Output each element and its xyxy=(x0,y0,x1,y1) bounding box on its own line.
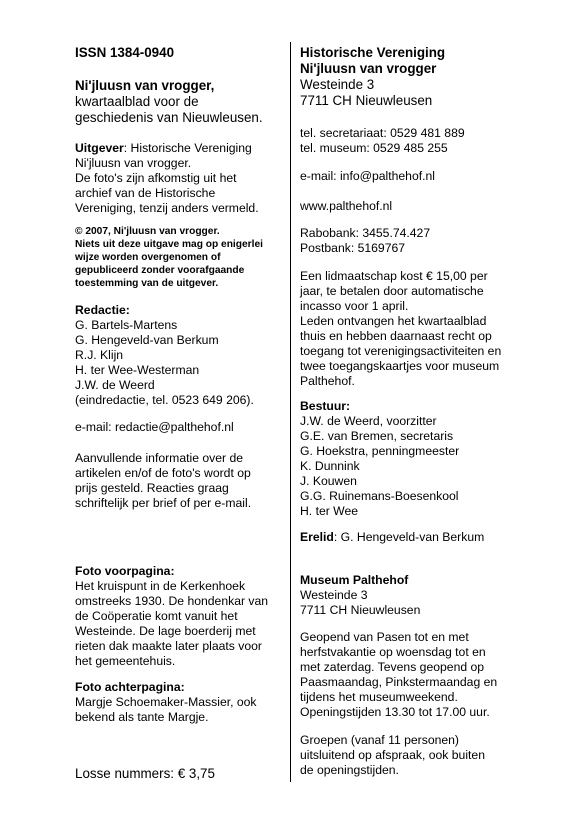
board-heading: Bestuur: xyxy=(300,399,351,413)
board-member: J.W. de Weerd, voorzitter xyxy=(300,414,437,428)
membership-line: Een lidmaatschap kost € 15,00 per xyxy=(300,269,488,283)
editor-name: H. ter Wee-Westerman xyxy=(75,363,200,377)
board-member: H. ter Wee xyxy=(300,504,359,518)
publisher-line: Ni'jluusn van vrogger. xyxy=(75,156,192,170)
copyright-line: gepubliceerd zonder voorafgaande xyxy=(75,265,245,276)
organisation-name-line: Historische Vereniging xyxy=(300,45,446,60)
group-visits xyxy=(300,733,485,778)
membership-line: jaar, te betalen door automatische xyxy=(300,284,484,298)
phone-line: tel. secretariaat: 0529 481 889 xyxy=(300,126,465,140)
opening-line: tijdens het museumweekend. xyxy=(300,690,458,704)
museum-block xyxy=(300,573,420,618)
publisher-line: Vereniging, tenzij anders vermeld. xyxy=(75,201,259,215)
front-photo-line: rieten dak maakte later plaats voor xyxy=(75,639,262,653)
membership-line: twee toegangskaartjes voor museum xyxy=(300,359,500,373)
front-photo-line: omstreeks 1930. De hondenkar van xyxy=(75,594,269,608)
organisation-block xyxy=(300,45,445,109)
copyright-line: toestemming van de uitgever. xyxy=(75,278,219,289)
editor-name: J.W. de Weerd xyxy=(75,378,155,392)
copyright-line: wijze worden overgenomen of xyxy=(75,252,221,263)
opening-line: Openingstijden 13.30 tot 17.00 uur. xyxy=(300,705,490,719)
column-divider xyxy=(290,42,291,782)
extra-info-line: artikelen en/of de foto's wordt op xyxy=(75,466,251,480)
editor-name: R.J. Klijn xyxy=(75,348,124,362)
membership-line: incasso voor 1 april. xyxy=(300,299,409,313)
extra-info-line: schriftelijk per brief of per e-mail. xyxy=(75,496,252,510)
publisher-line: : Historische Vereniging xyxy=(123,141,252,155)
front-photo-block xyxy=(75,564,268,669)
organisation-website: www.palthehof.nl xyxy=(300,199,393,213)
back-photo-line: Margje Schoemaker-Massier, ook xyxy=(75,695,257,709)
honorary-label: Erelid xyxy=(300,530,334,544)
back-photo-heading: Foto achterpagina: xyxy=(75,680,185,694)
copyright-line: © 2007, Ni'jluusn van vrogger. xyxy=(75,226,220,237)
publisher-label: Uitgever xyxy=(75,141,124,155)
copyright-notice xyxy=(75,225,263,290)
membership-line: toegang tot verenigingsactiviteiten en xyxy=(300,344,502,358)
back-photo-block xyxy=(75,680,257,725)
bank-block xyxy=(300,226,430,256)
board-member: G.G. Ruinemans-Boesenkool xyxy=(300,489,459,503)
front-photo-heading: Foto voorpagina: xyxy=(75,564,175,578)
organisation-email: e-mail: info@palthehof.nl xyxy=(300,169,435,183)
editor-name: G. Bartels-Martens xyxy=(75,318,178,332)
phone-line: tel. museum: 0529 485 255 xyxy=(300,141,448,155)
magazine-subtitle-line: kwartaalblad voor de xyxy=(75,94,199,109)
copyright-line: Niets uit deze uitgave mag op enigerlei xyxy=(75,239,263,250)
honorary-value: : G. Hengeveld-van Berkum xyxy=(333,530,485,544)
board-member: G. Hoekstra, penningmeester xyxy=(300,444,460,458)
publisher-block xyxy=(75,141,259,216)
opening-hours xyxy=(300,630,497,720)
board-member: G.E. van Bremen, secretaris xyxy=(300,429,454,443)
issue-price: Losse nummers: € 3,75 xyxy=(75,766,215,781)
groups-line: Groepen (vanaf 11 personen) xyxy=(300,733,459,747)
bank-line: Rabobank: 3455.74.427 xyxy=(300,226,431,240)
museum-address-line: Westeinde 3 xyxy=(300,588,368,602)
organisation-address-line: 7711 CH Nieuwleusen xyxy=(300,93,433,108)
museum-heading: Museum Palthehof xyxy=(300,573,409,587)
editors-heading: Redactie: xyxy=(75,303,130,317)
opening-line: herfstvakantie op woensdag tot en xyxy=(300,645,486,659)
organisation-name-line: Ni'jluusn van vrogger xyxy=(300,61,437,76)
front-photo-line: Westeinde. De lage boerderij met xyxy=(75,624,256,638)
museum-address-line: 7711 CH Nieuwleusen xyxy=(300,603,421,617)
editor-name: (eindredactie, tel. 0523 649 206). xyxy=(75,393,254,407)
front-photo-line: de Coöperatie komt vanuit het xyxy=(75,609,238,623)
groups-line: uitsluitend op afspraak, ook buiten xyxy=(300,748,485,762)
phone-block xyxy=(300,126,465,156)
membership-line: Leden ontvangen het kwartaalblad xyxy=(300,314,487,328)
issn: ISSN 1384-0940 xyxy=(75,45,175,60)
front-photo-line: Het kruispunt in de Kerkenhoek xyxy=(75,579,246,593)
editors-block xyxy=(75,303,254,408)
opening-line: Paasmaandag, Pinkstermaandag en xyxy=(300,675,498,689)
magazine-title xyxy=(75,78,263,126)
membership-line: thuis en hebben daarnaast recht op xyxy=(300,329,492,343)
opening-line: met zaterdag. Tevens geopend op xyxy=(300,660,485,674)
magazine-subtitle-line: geschiedenis van Nieuwleusen. xyxy=(75,110,263,125)
extra-info-line: Aanvullende informatie over de xyxy=(75,451,244,465)
back-photo-line: bekend als tante Margje. xyxy=(75,710,209,724)
membership-block xyxy=(300,269,501,389)
magazine-name: Ni'jluusn van vrogger, xyxy=(75,78,215,93)
front-photo-line: het gemeentehuis. xyxy=(75,654,176,668)
opening-line: Geopend van Pasen tot en met xyxy=(300,630,469,644)
organisation-address-line: Westeinde 3 xyxy=(300,77,375,92)
board-member: J. Kouwen xyxy=(300,474,357,488)
board-member: K. Dunnink xyxy=(300,459,360,473)
board-block xyxy=(300,399,459,519)
groups-line: de openingstijden. xyxy=(300,763,399,777)
editor-name: G. Hengeveld-van Berkum xyxy=(75,333,219,347)
membership-line: Palthehof. xyxy=(300,374,355,388)
honorary-member xyxy=(300,530,484,545)
editors-email: e-mail: redactie@palthehof.nl xyxy=(75,420,234,434)
publisher-line: archief van de Historische xyxy=(75,186,216,200)
publisher-line: De foto's zijn afkomstig uit het xyxy=(75,171,237,185)
extra-info-line: prijs gesteld. Reacties graag xyxy=(75,481,229,495)
extra-info xyxy=(75,451,251,511)
bank-line: Postbank: 5169767 xyxy=(300,241,406,255)
